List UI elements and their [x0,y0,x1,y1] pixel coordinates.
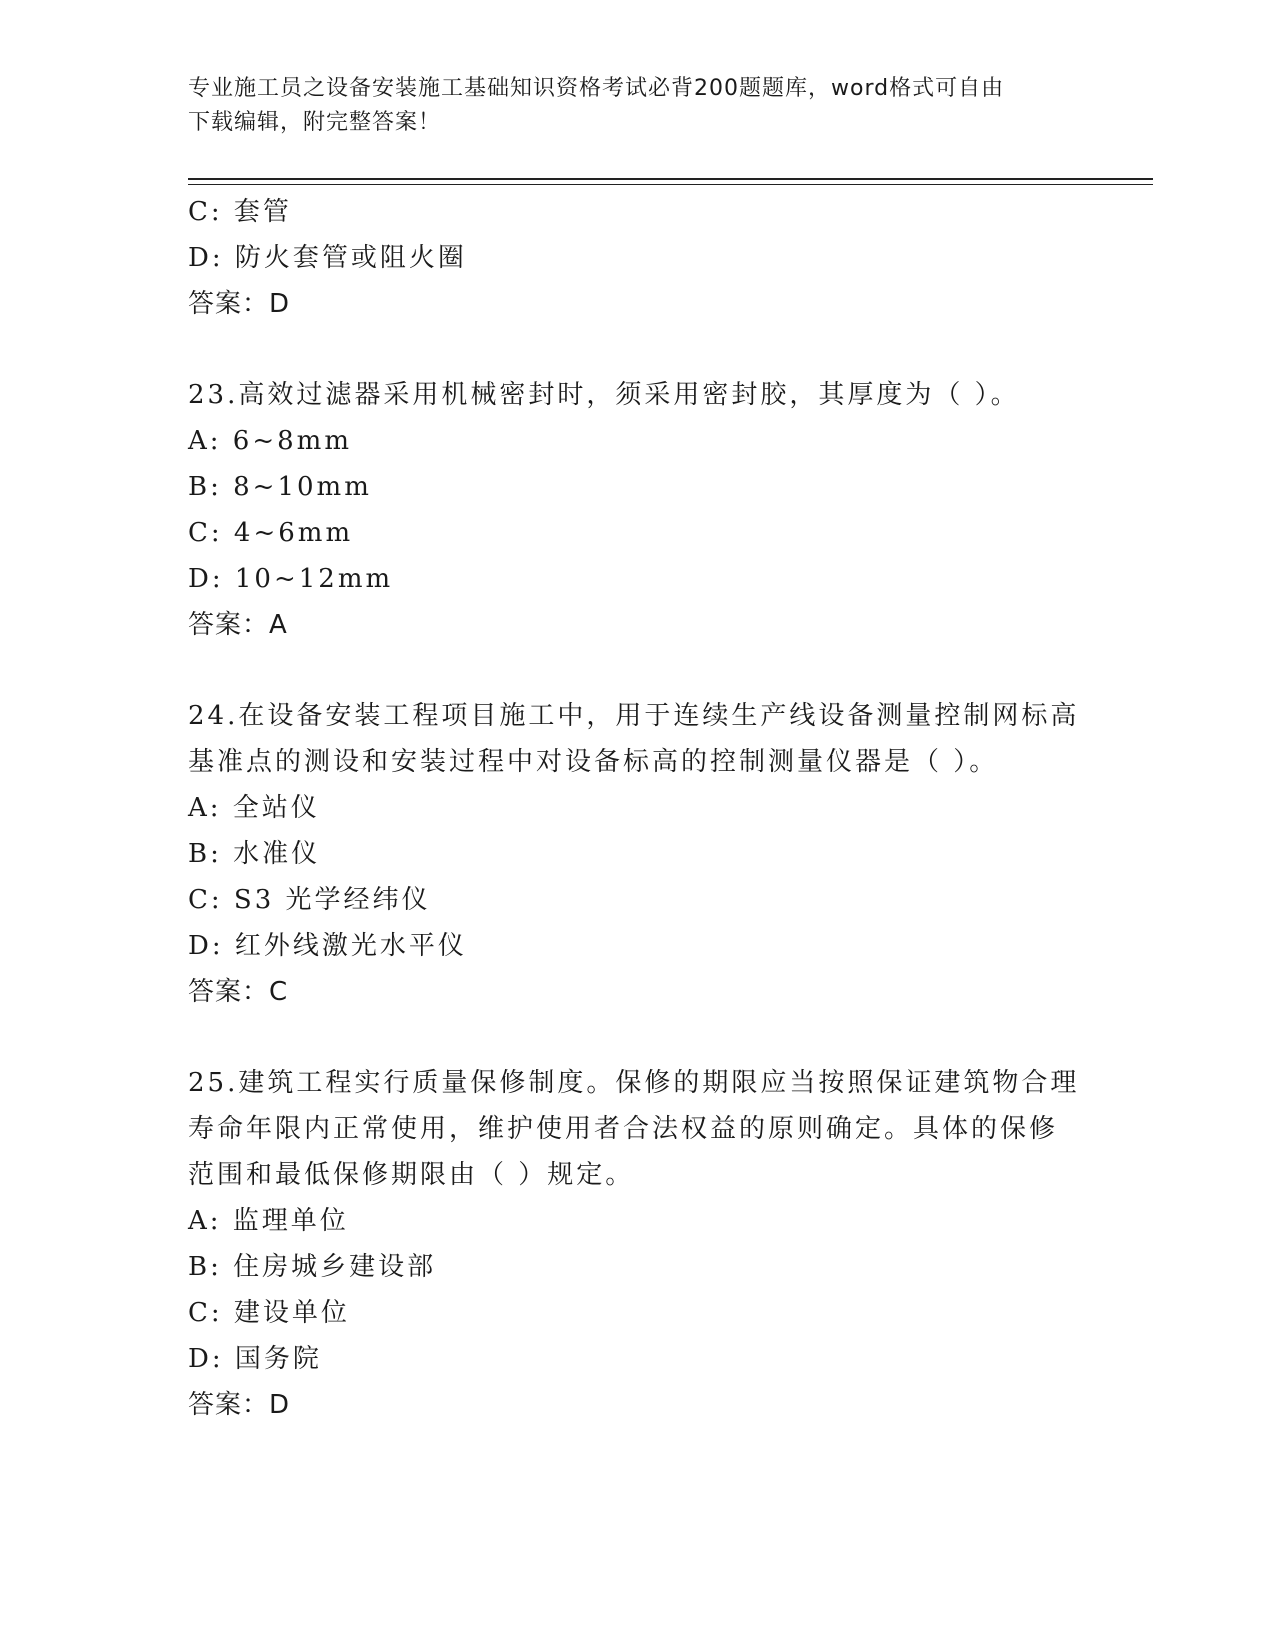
option-d: D: 10~12mm [188,564,394,594]
question-text-line-3: 范围和最低保修期限由（ ）规定。 [188,1160,635,1190]
question-text-line-2: 寿命年限内正常使用，维护使用者合法权益的原则确定。具体的保修 [188,1114,1059,1144]
question-text: 23.高效过滤器采用机械密封时，须采用密封胶，其厚度为（ ）。 [188,380,1020,410]
option-c: C: 建设单位 [188,1298,350,1328]
option-b: B: 8~10mm [188,472,372,502]
header-divider-thick [188,178,1153,180]
header-line-2: 下载编辑，附完整答案！ [188,110,442,135]
question-text-line-1: 25.建筑工程实行质量保修制度。保修的期限应当按照保证建筑物合理 [188,1068,1080,1098]
answer-line: 答案：A [188,610,288,640]
question-block-25 [188,1060,1088,1428]
question-text-line-2: 基准点的测设和安装过程中对设备标高的控制测量仪器是（ ）。 [188,747,999,777]
answer-line: 答案：D [188,1390,291,1420]
page-header [188,72,1068,140]
question-block-24 [188,693,1088,1015]
answer-line: 答案：C [188,977,289,1007]
answer-line: 答案：D [188,289,291,319]
option-b: B: 住房城乡建设部 [188,1252,437,1282]
question-block-22 [188,189,1088,327]
option-a: A: 全站仪 [188,793,320,823]
question-list [188,189,1088,1428]
question-block-23 [188,372,1088,648]
header-divider-thin [188,184,1153,185]
spacer [188,1015,1088,1060]
question-text-line-1: 24.在设备安装工程项目施工中，用于连续生产线设备测量控制网标高 [188,701,1080,731]
spacer [188,327,1088,372]
spacer [188,648,1088,693]
header-line-1: 专业施工员之设备安装施工基础知识资格考试必背200题题库，word格式可自由 [188,76,1005,101]
option-d: D: 国务院 [188,1344,322,1374]
option-c: C: 4~6mm [188,518,354,548]
option-d: D: 防火套管或阻火圈 [188,243,467,273]
option-d: D: 红外线激光水平仪 [188,931,467,961]
option-c: C: S3 光学经纬仪 [188,885,431,915]
option-a: A: 监理单位 [188,1206,349,1236]
option-b: B: 水准仪 [188,839,321,869]
option-c: C: 套管 [188,197,292,227]
option-a: A: 6~8mm [188,426,352,456]
